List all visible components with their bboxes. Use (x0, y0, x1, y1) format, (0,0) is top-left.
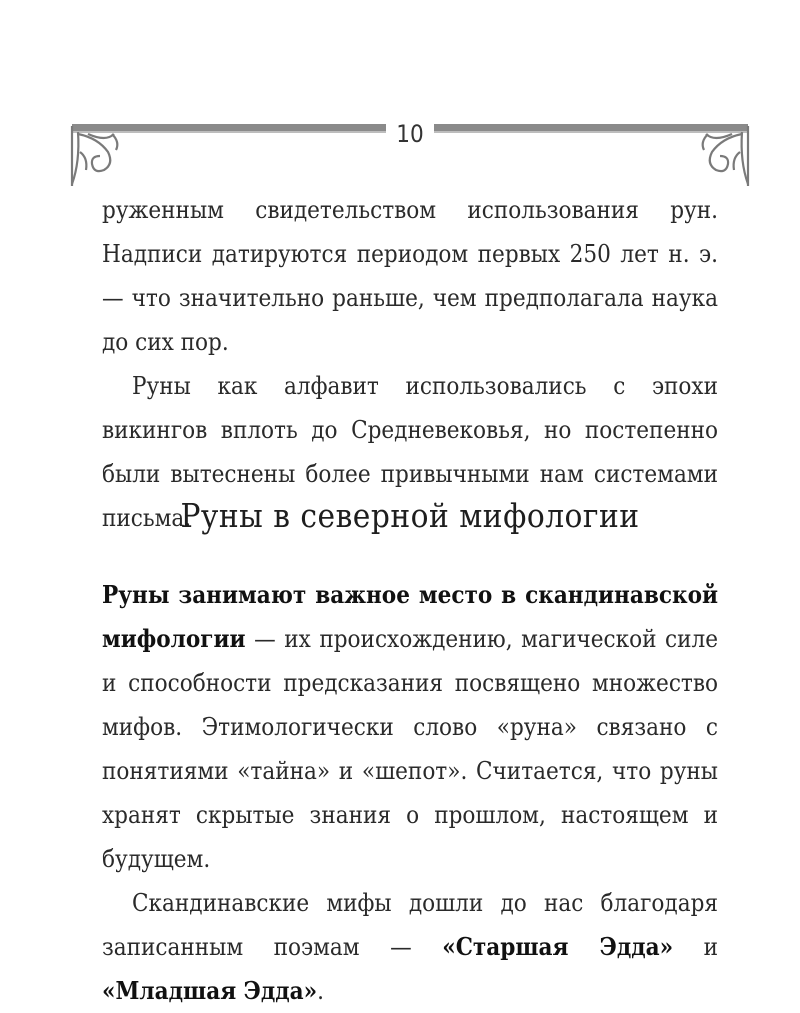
paragraph-text: Скандинавские мифы дошли до нас благодаря записанным поэмам — (102, 889, 718, 961)
paragraph (102, 573, 718, 881)
bold-title-younger-edda: «Младшая Эдда» (102, 976, 318, 1005)
paragraph-text: — их происхождению, магической силе и способности предсказания посвящено множество мифов. Этимологически слово «руна» связано с понятиями «тайна» и «шепот». Считается, что руны хранят скрытые знания о прошлом, настоящем и будущем. (102, 625, 718, 873)
body-text-top (102, 188, 718, 540)
bold-title-elder-edda: «Старшая Эдда» (442, 932, 674, 961)
paragraph-text: и (673, 933, 718, 961)
page-number: 10 (396, 120, 424, 148)
paragraph (102, 881, 718, 1013)
paragraph: Руны как алфавит использовались с эпохи викингов вплоть до Средневековья, но постепенно были вытеснены более привычными нам системами письма. (102, 372, 718, 532)
bold-lead: Руны занимают важное место в скандинавской мифологии (102, 580, 718, 653)
section-title: Руны в северной мифологии (180, 496, 640, 535)
body-text-bottom (102, 573, 718, 1013)
paragraph-continued: руженным свидетельством использования рун. Надписи датируются периодом первых 250 лет н. э. — что значительно раньше, чем предполагала наука до сих пор. (102, 196, 718, 356)
page-header (68, 112, 752, 192)
paragraph-text: . (317, 977, 324, 1005)
